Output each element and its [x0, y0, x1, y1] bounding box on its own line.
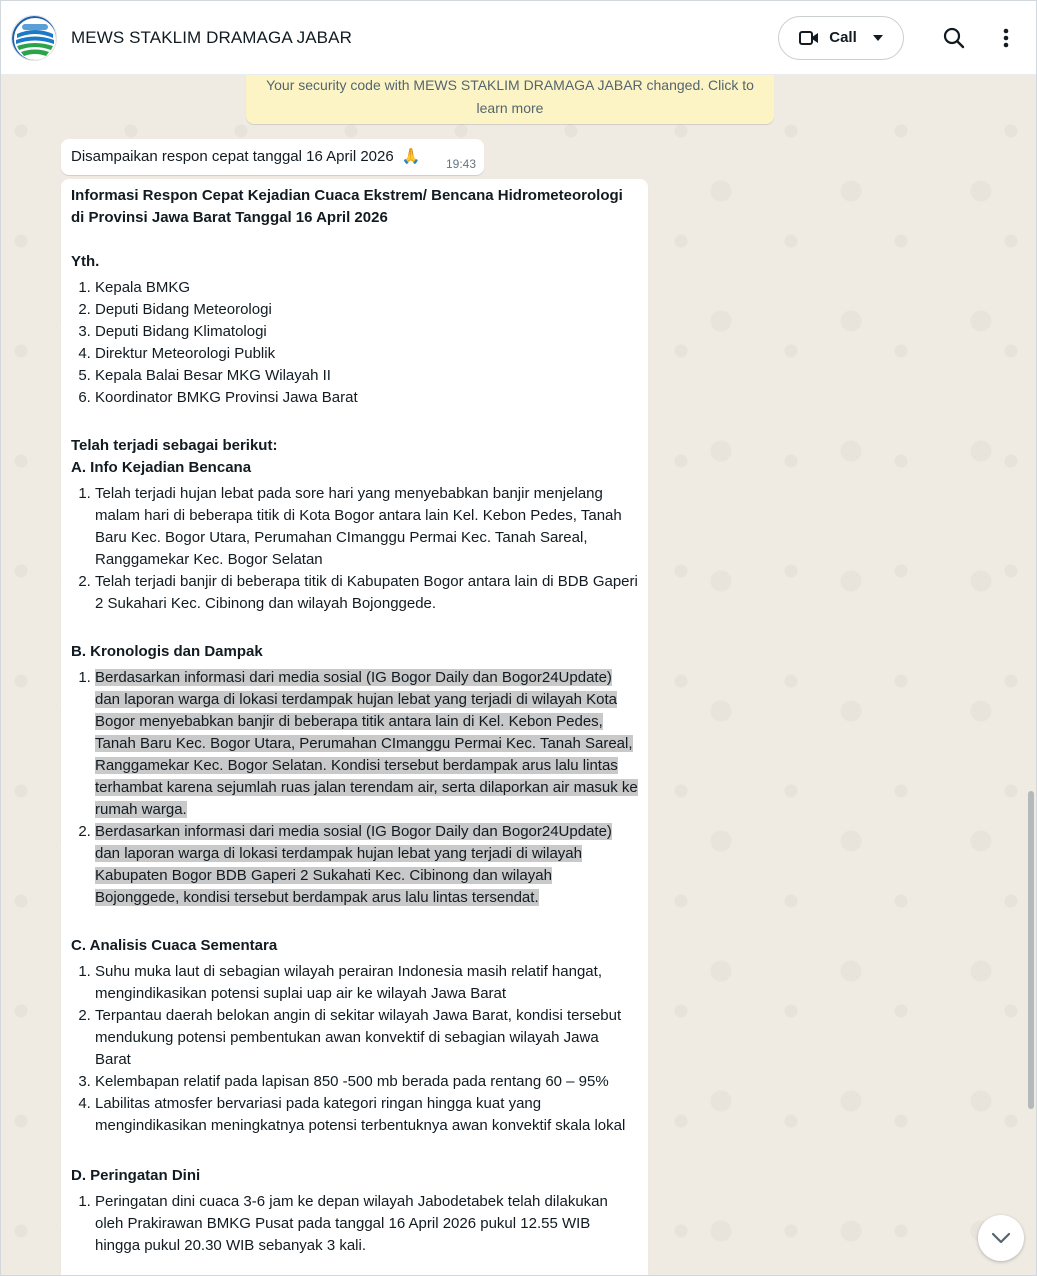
chevron-down-icon: [991, 1232, 1011, 1244]
more-vertical-icon[interactable]: [986, 18, 1026, 58]
section-c-heading: C. Analisis Cuaca Sementara: [71, 937, 278, 954]
security-code-notice[interactable]: [246, 74, 774, 124]
call-label: Call: [829, 29, 857, 46]
list-item: [95, 821, 638, 909]
list-item: 2. Terpantau daerah belokan angin di sekitar wilayah Jawa Barat, kondisi tersebut mendukung potensi pembentukan awan konvektif di sebagian wilayah Jawa Barat: [95, 1005, 638, 1071]
report-message-bubble[interactable]: [61, 179, 648, 1276]
list-item: 5. Kepala Balai Besar MKG Wilayah II: [95, 365, 638, 387]
list-item: 4. Direktur Meteorologi Publik: [95, 343, 638, 365]
list-item: [95, 667, 638, 821]
section-d-heading: D. Peringatan Dini: [71, 1167, 201, 1184]
list-item: 3. Deputi Bidang Klimatologi: [95, 321, 638, 343]
list-item: 3. Kelembapan relatif pada lapisan 850 -500 mb berada pada rentang 60 – 95%: [95, 1071, 638, 1093]
chat-title[interactable]: MEWS STAKLIM DRAMAGA JABAR: [71, 27, 352, 47]
section-d-list: [71, 1191, 638, 1257]
message-bubble[interactable]: [61, 139, 484, 175]
chevron-down-icon[interactable]: [873, 35, 883, 41]
list-item: 4. Labilitas atmosfer bervariasi pada kategori ringan hingga kuat yang mengindikasikan meningkatnya potensi terbentuknya awan konvektif skala lokal: [95, 1093, 638, 1137]
section-a-list: [71, 483, 638, 615]
recipient-list: [71, 277, 638, 409]
search-icon[interactable]: [934, 18, 974, 58]
list-item: 1. Suhu muka laut di sebagian wilayah perairan Indonesia masih relatif hangat, mengindikasikan potensi suplai uap air ke wilayah Jawa Barat: [95, 961, 638, 1005]
list-item: 1. Peringatan dini cuaca 3-6 jam ke depan wilayah Jabodetabek telah dilakukan oleh Prakirawan BMKG Pusat pada tanggal 16 April 2026 pukul 12.55 WIB hingga pukul 20.30 WIB sebanyak 3 kali.: [95, 1191, 638, 1257]
section-c-list: [71, 961, 638, 1137]
list-item: 1. Telah terjadi hujan lebat pada sore hari yang menyebabkan banjir menjelang malam hari di beberapa titik di Kota Bogor antara lain Kel. Kebon Pedes, Tanah Baru Kec. Bogor Utara, Perumahan CImanggu Permai Kec. Tanah Sareal, Ranggamekar Kec. Bogor Selatan: [95, 483, 638, 571]
section-a-heading: A. Info Kejadian Bencana: [71, 459, 252, 476]
list-item: 2. Telah terjadi banjir di beberapa titik di Kabupaten Bogor antara lain di BDB Gaperi 2 Sukahari Kec. Cibinong dan wilayah Bojonggede.: [95, 571, 638, 615]
yth-label: Yth.: [71, 253, 100, 270]
intro-text: Telah terjadi sebagai berikut:: [71, 437, 278, 454]
pray-emoji-icon: 🙏: [401, 148, 421, 165]
call-button[interactable]: [778, 16, 904, 60]
section-b-heading: B. Kronologis dan Dampak: [71, 643, 263, 660]
bmkg-logo-icon[interactable]: [11, 15, 57, 61]
security-notice-text: Your security code with MEWS STAKLIM DRAMAGA JABAR changed. Click to learn more: [266, 77, 754, 116]
report-title: Informasi Respon Cepat Kejadian Cuaca Ekstrem/ Bencana Hidrometeorologi di Provinsi Jawa Barat Tanggal 16 April 2026: [71, 187, 623, 226]
list-item: 1. Kepala BMKG: [95, 277, 638, 299]
scrollbar[interactable]: [1028, 791, 1034, 1109]
scroll-down-button[interactable]: [978, 1215, 1024, 1261]
message-text: Disampaikan respon cepat tanggal 16 April 2026: [71, 148, 394, 165]
message-time: 19:43: [445, 157, 476, 171]
highlighted-text: Berdasarkan informasi dari media sosial (IG Bogor Daily dan Bogor24Update) dan laporan warga di lokasi terdampak hujan lebat yang terjadi di wilayah Kota Bogor menyebabkan banjir di beberapa titik antara lain di Kel. Kebon Pedes, Tanah Baru Kec. Bogor Utara, Perumahan CImanggu Permai Kec. Tanah Sareal, Ranggamekar Kec. Bogor Selatan. Kondisi tersebut berdampak arus lalu lintas terhambat karena sejumlah ruas jalan terendam air, serta dilaporkan air masuk ke rumah warga.: [95, 669, 638, 818]
section-b-list: [71, 667, 638, 909]
list-item: 6. Koordinator BMKG Provinsi Jawa Barat: [95, 387, 638, 409]
video-camera-icon: [799, 30, 819, 46]
list-item: 2. Deputi Bidang Meteorologi: [95, 299, 638, 321]
chat-header: [1, 1, 1036, 75]
highlighted-text: Berdasarkan informasi dari media sosial (IG Bogor Daily dan Bogor24Update) dan laporan warga di lokasi terdampak hujan lebat yang terjadi di wilayah Kabupaten Bogor BDB Gaperi 2 Sukahati Kec. Cibinong dan wilayah Bojonggede, kondisi tersebut berdampak arus lalu lintas tersendat.: [95, 823, 612, 906]
